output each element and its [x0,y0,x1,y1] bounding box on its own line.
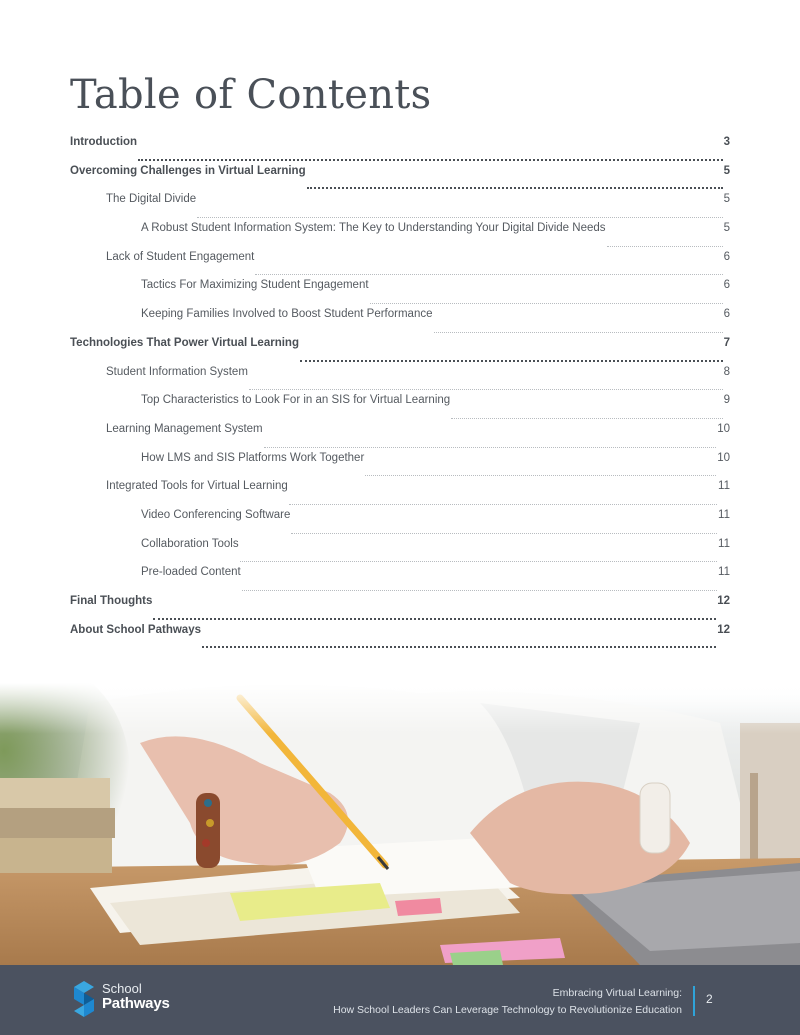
toc-entry[interactable] [70,136,730,165]
dot-leader [434,332,723,333]
toc-entry-label: Learning Management System [106,422,263,435]
toc-entry-label: Tactics For Maximizing Student Engagement [141,279,369,292]
toc-entry-page: 5 [723,164,730,177]
toc-entry[interactable] [70,193,730,222]
toc-entry[interactable] [70,279,730,308]
toc-entry-page: 9 [723,394,730,407]
toc-entry[interactable] [70,423,730,452]
dot-leader [197,217,722,218]
logo-wordmark-line2: Pathways [102,995,170,1012]
footer-divider [693,986,695,1016]
toc-entry-label: About School Pathways [70,623,201,636]
toc-entry[interactable] [70,538,730,567]
toc-entry-page: 11 [718,537,730,550]
dot-leader [240,561,717,562]
toc-entry[interactable] [70,366,730,395]
toc-entry-page: 11 [718,480,730,493]
dot-leader [255,274,722,275]
footer-doc-title: Embracing Virtual Learning: [552,987,682,999]
toc-entry[interactable] [70,624,730,653]
toc-entry-label: Overcoming Challenges in Virtual Learning [70,164,306,177]
toc-entry-page: 3 [723,136,730,148]
dot-leader [291,533,717,534]
dot-leader [138,159,723,161]
toc-entry-label: Top Characteristics to Look For in an SIS for Virtual Learning [141,394,451,407]
toc-entry-label: How LMS and SIS Platforms Work Together [141,451,365,464]
dot-leader [264,447,717,448]
table-of-contents [70,136,730,652]
toc-entry-page: 5 [723,222,730,235]
footer-doc-subtitle: How School Leaders Can Leverage Technology to Revolutionize Education [333,1004,682,1016]
toc-entry-label: Technologies That Power Virtual Learning [70,336,299,349]
toc-entry-page: 11 [718,566,730,579]
toc-entry[interactable] [70,509,730,538]
toc-entry-page: 12 [717,623,730,636]
pathways-logo-icon [70,977,100,1023]
footer-page-number: 2 [706,992,713,1006]
toc-entry[interactable] [70,308,730,337]
footer [0,965,800,1035]
toc-entry-label: Video Conferencing Software [141,508,291,521]
dot-leader [365,475,716,476]
toc-entry-label: Pre-loaded Content [141,566,241,579]
dot-leader [307,187,723,189]
toc-entry[interactable] [70,251,730,280]
toc-entry[interactable] [70,222,730,251]
toc-entry-page: 6 [723,279,730,292]
toc-entry-label: A Robust Student Information System: The Key to Understanding Your Digital Divide Needs [141,222,606,235]
writing-at-desk-illustration [0,683,800,965]
toc-entry-label: Integrated Tools for Virtual Learning [106,480,288,493]
toc-entry-label: Introduction [70,136,138,148]
toc-entry-page: 12 [717,595,730,607]
toc-entry[interactable] [70,394,730,423]
school-pathways-logo[interactable] [70,977,180,1023]
toc-entry-label: The Digital Divide [106,193,197,206]
dot-leader [300,360,723,362]
hero-photo [0,683,800,965]
dot-leader [370,303,723,304]
toc-entry[interactable] [70,165,730,194]
toc-entry-page: 10 [717,422,730,435]
toc-entry[interactable] [70,337,730,366]
toc-entry-page: 8 [723,365,730,378]
toc-entry-page: 7 [723,336,730,349]
dot-leader [153,618,716,620]
toc-entry-label: Keeping Families Involved to Boost Student Performance [141,308,433,321]
toc-entry[interactable] [70,480,730,509]
toc-entry-page: 11 [718,508,730,521]
toc-entry-label: Final Thoughts [70,595,153,607]
footer-document-info [333,985,682,1019]
toc-entry-label: Student Information System [106,365,248,378]
toc-entry-page: 6 [723,250,730,263]
toc-entry-page: 5 [723,193,730,206]
dot-leader [451,418,722,419]
dot-leader [202,646,716,648]
toc-entry-page: 6 [723,308,730,321]
toc-entry-page: 10 [717,451,730,464]
toc-entry-label: Lack of Student Engagement [106,250,255,263]
logo-wordmark-line1: School [102,981,142,996]
dot-leader [249,389,723,390]
dot-leader [289,504,717,505]
page-title: Table of Contents [70,72,432,118]
toc-entry-label: Collaboration Tools [141,537,239,550]
dot-leader [242,590,717,591]
toc-entry[interactable] [70,595,730,624]
toc-entry[interactable] [70,452,730,481]
toc-entry[interactable] [70,566,730,595]
dot-leader [607,246,723,247]
